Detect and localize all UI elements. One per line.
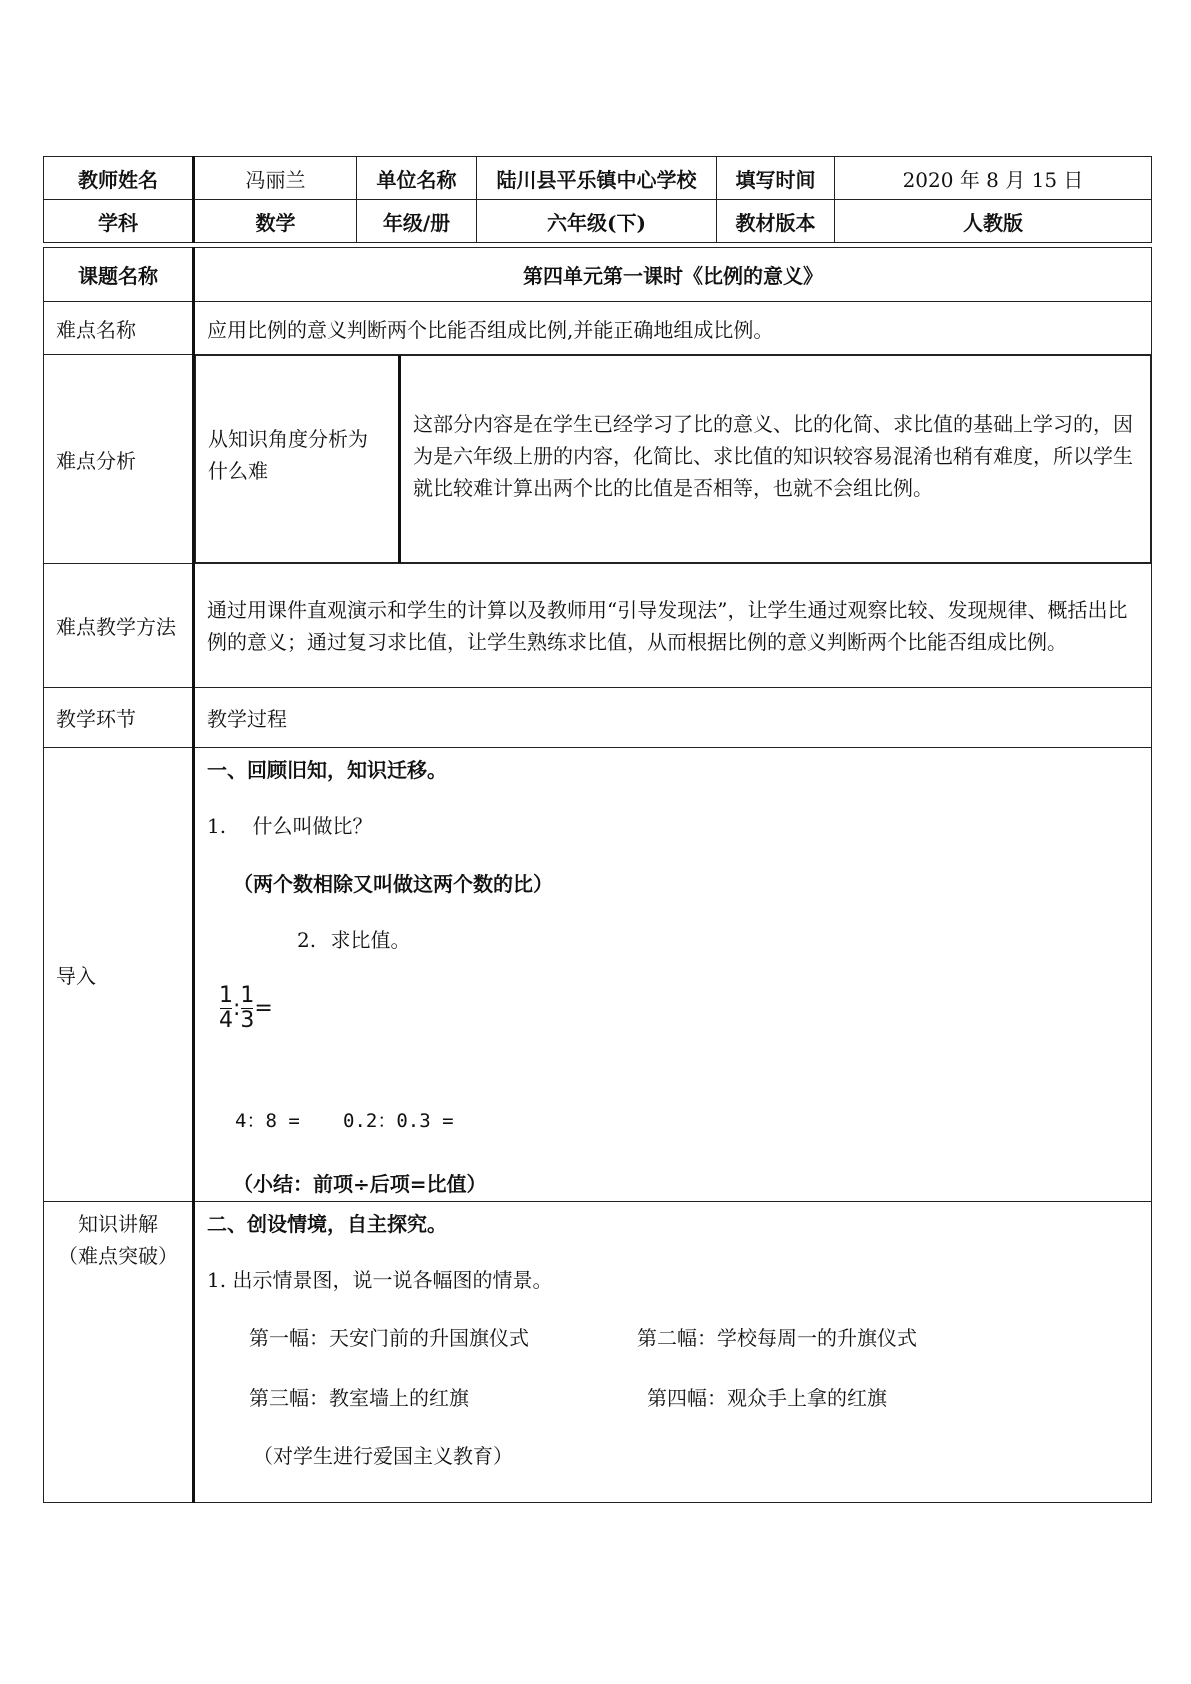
difficulty-name-label: 难点名称: [44, 302, 194, 355]
teaching-method-value: 通过用课件直观演示和学生的计算以及教师用“引导发现法”，让学生通过观察比较、发现规律、概括出比例的意义；通过复习求比值，让学生熟练求比值，从而根据比例的意义判断两个比能否组成比例。: [194, 564, 1152, 688]
fraction-one-quarter: $\frac{1}{4}$: [219, 983, 233, 1033]
difficulty-analysis-label: 难点分析: [44, 355, 194, 564]
unit-label: 单位名称: [357, 157, 477, 200]
edition-value: 人教版: [835, 200, 1152, 243]
topic-value: 第四单元第一课时《比例的意义》: [194, 248, 1152, 302]
picture-4-text: 第四幅：观众手上拿的红旗: [647, 1386, 887, 1410]
header-row-1: [44, 157, 1152, 200]
process-header-row: [44, 688, 1152, 748]
topic-row: [44, 248, 1152, 302]
intro-ratio-4-8: 4：8 =: [235, 1110, 300, 1132]
difficulty-analysis-row: [44, 355, 1152, 564]
picture-1-text: 第一幅：天安门前的升国旗仪式: [249, 1326, 529, 1350]
edition-label: 教材版本: [717, 200, 835, 243]
topic-label: 课题名称: [44, 248, 194, 302]
fraction-one-third: $\frac{1}{3}$: [240, 983, 255, 1033]
knowledge-label: 知识讲解 （难点突破）: [44, 1202, 194, 1503]
intro-a1: （两个数相除又叫做这两个数的比）: [233, 872, 553, 896]
knowledge-note: （对学生进行爱国主义教育）: [253, 1444, 513, 1468]
knowledge-heading: 二、创设情境，自主探究。: [207, 1212, 447, 1236]
intro-q2: [297, 924, 410, 953]
lesson-plan-table: [43, 156, 1152, 1503]
intro-fraction-expression: $\frac{1}{4}$ : $\frac{1}{3}$ =: [219, 983, 273, 1033]
difficulty-analysis-value: 这部分内容是在学生已经学习了比的意义、比的化简、求比值的基础上学习的，因为是六年级上册的内容，化简比、求比值的知识较容易混淆也稍有难度，所以学生就比较难计算出两个比的比值是否相等，也就不会组比例。: [400, 356, 1151, 563]
intro-q2-text: 求比值。: [330, 928, 411, 952]
intro-q1-text: 什么叫做比？: [252, 814, 373, 838]
picture-2-text: 第二幅：学校每周一的升旗仪式: [637, 1326, 917, 1350]
difficulty-name-value: 应用比例的意义判断两个比能否组成比例,并能正确地组成比例。: [194, 302, 1152, 355]
date-label: 填写时间: [717, 157, 835, 200]
intro-q1-number: 1.: [207, 814, 227, 838]
difficulty-name-row: [44, 302, 1152, 355]
teacher-value: 冯丽兰: [194, 157, 357, 200]
difficulty-analysis-sublabel: 从知识角度分析为什么难: [196, 356, 400, 563]
date-value: 2020 年 8 月 15 日: [835, 157, 1152, 200]
knowledge-step1: 1. 出示情景图，说一说各幅图的情景。: [207, 1268, 553, 1292]
teacher-label: 教师姓名: [44, 157, 194, 200]
knowledge-row: [44, 1202, 1152, 1503]
intro-label: 导入: [44, 748, 194, 1202]
intro-ratio-decimal: 0.2：0.3 =: [343, 1110, 454, 1132]
grade-value: 六年级(下): [477, 200, 717, 243]
process-header-label: 教学环节: [44, 688, 194, 748]
intro-heading: 一、回顾旧知，知识迁移。: [207, 758, 447, 782]
subject-value: 数学: [194, 200, 357, 243]
teaching-method-row: [44, 564, 1152, 688]
intro-q2-number: 2.: [297, 928, 317, 952]
intro-summary: （小结：前项÷后项=比值）: [233, 1172, 487, 1196]
grade-label: 年级/册: [357, 200, 477, 243]
header-row-2: [44, 200, 1152, 243]
intro-row: [44, 748, 1152, 1202]
teaching-method-label: 难点教学方法: [44, 564, 194, 688]
subject-label: 学科: [44, 200, 194, 243]
lesson-plan-sheet: [43, 156, 1151, 1503]
process-header-value: 教学过程: [194, 688, 1152, 748]
picture-3-text: 第三幅：教室墙上的红旗: [249, 1386, 469, 1410]
intro-q1: [207, 810, 372, 839]
unit-value: 陆川县平乐镇中心学校: [477, 157, 717, 200]
